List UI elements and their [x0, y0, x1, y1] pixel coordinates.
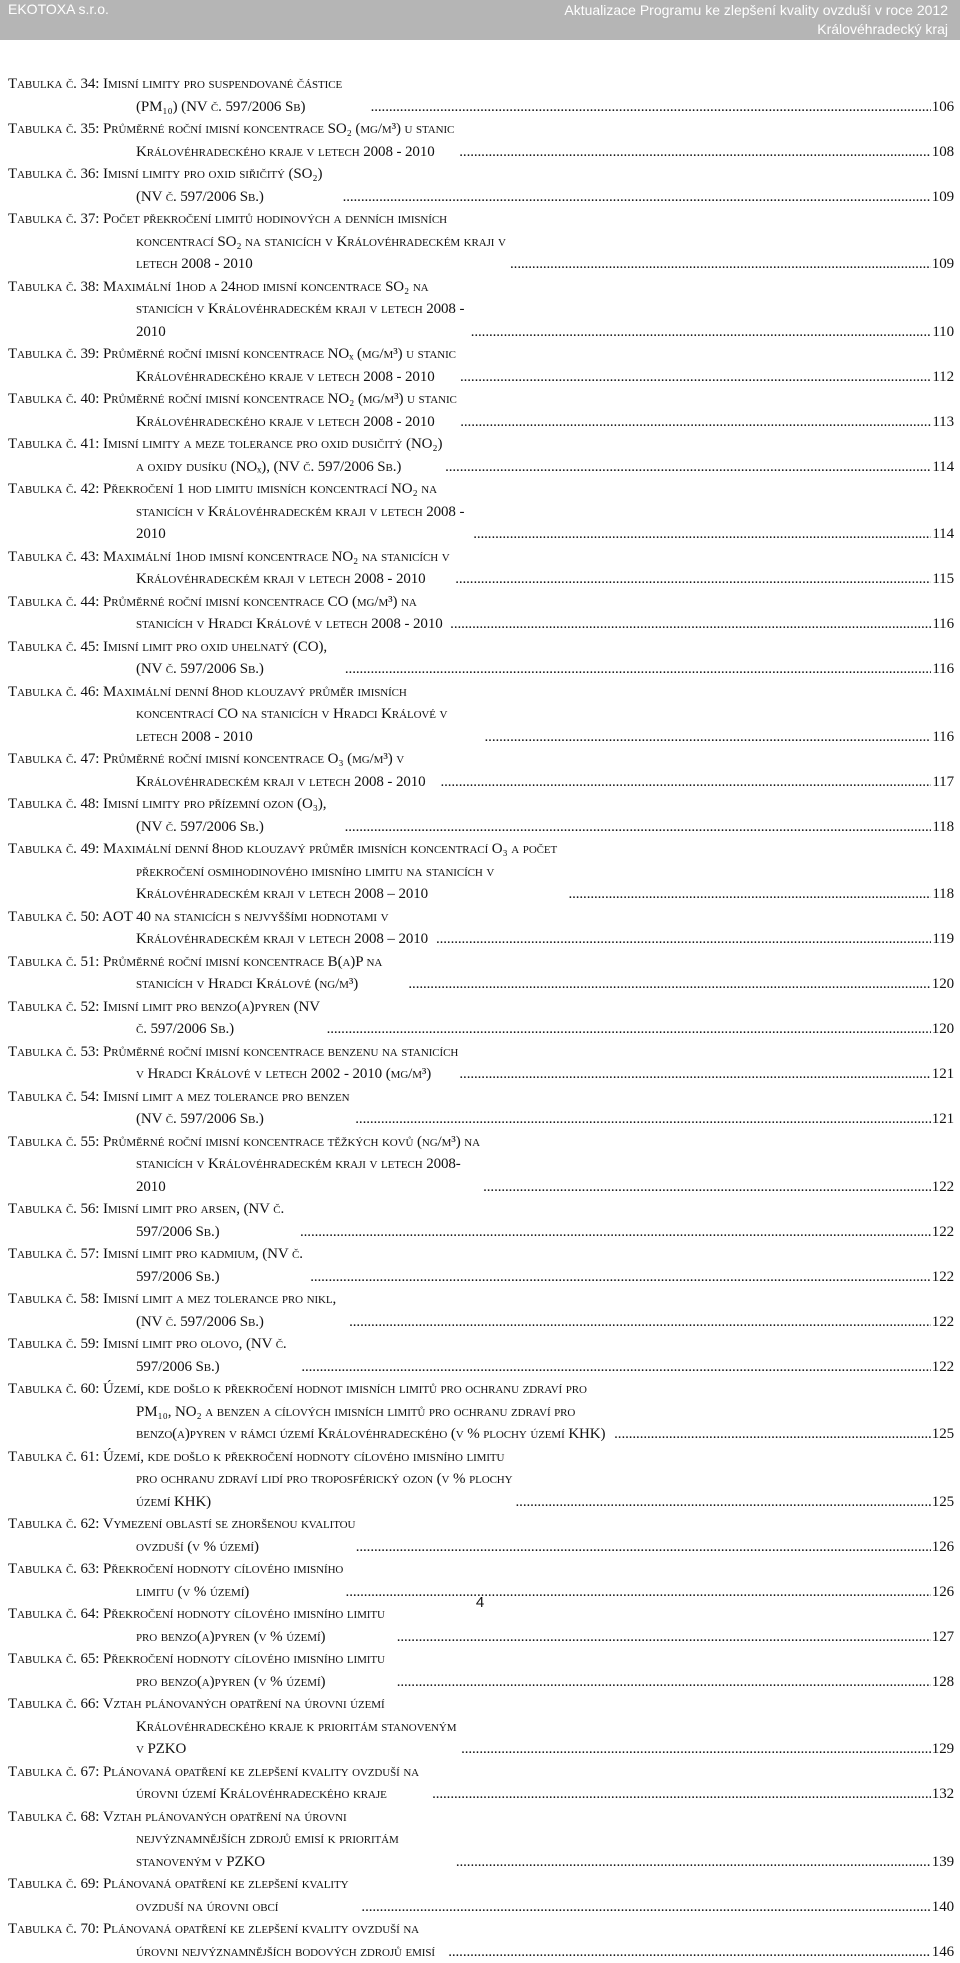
toc-entry-title: Tabulka č. 38: Maximální 1hod a 24hod imisní koncentrace SO₂ na stanicích v Královéhradeckém kraji v letech 2008 - 2010 — [8, 276, 471, 344]
toc-entry[interactable] — [8, 433, 954, 478]
toc-leader-dots — [436, 928, 931, 951]
toc-entry-title: Tabulka č. 58: Imisní limit a mez tolerance pro nikl, (NV č. 597/2006 Sb.) — [8, 1288, 349, 1333]
toc-entry-page: 146 — [931, 1941, 954, 1963]
toc-leader-dots — [450, 613, 931, 636]
toc-leader-dots — [485, 726, 932, 749]
toc-entry-title: Tabulka č. 46: Maximální denní 8hod klouzavý průměr imisních koncentrací CO na stanicích v Hradci Králové v letech 2008 - 2010 — [8, 681, 485, 749]
toc-entry-title: Tabulka č. 51: Průměrné roční imisní koncentrace B(a)P na stanicích v Hradci Králové (ng/m³) — [8, 951, 408, 996]
toc-entry-title: Tabulka č. 57: Imisní limit pro kadmium, (NV č. 597/2006 Sb.) — [8, 1243, 310, 1288]
toc-entry-page: 125 — [931, 1423, 954, 1446]
toc-entry-page: 116 — [931, 613, 954, 636]
toc-entry-page: 120 — [931, 973, 954, 996]
toc-entry-page: 109 — [931, 253, 954, 276]
toc-leader-dots — [456, 1851, 931, 1874]
toc-entry-title: Tabulka č. 63: Překročení hodnoty cílového imisního limitu (v % území) — [8, 1558, 346, 1603]
toc-entry[interactable] — [8, 546, 954, 591]
toc-entry-page: 121 — [931, 1063, 954, 1086]
toc-leader-dots — [345, 658, 931, 681]
toc-entry-page: 122 — [931, 1266, 954, 1289]
toc-entry[interactable] — [8, 276, 954, 344]
toc-entry-title: Tabulka č. 60: Území, kde došlo k překročení hodnot imisních limitů pro ochranu zdraví pro PM₁₀, NO₂ a benzen a cílových imisních limitů pro ochranu zdraví pro benzo(a)pyren v rámci území Královéhradeckého (v % plochy území KHK) — [8, 1378, 614, 1446]
toc-entry-title: Tabulka č. 59: Imisní limit pro olovo, (NV č. 597/2006 Sb.) — [8, 1333, 301, 1378]
toc-entry-page: 126 — [931, 1536, 954, 1559]
company-name: EKOTOXA s.r.o. — [8, 1, 109, 17]
toc-entry-page: 129 — [931, 1738, 954, 1761]
document-title — [564, 1, 948, 39]
toc-entry-title: Tabulka č. 69: Plánovaná opatření ke zlepšení kvality ovzduší na úrovni obcí — [8, 1873, 361, 1918]
toc-leader-dots — [516, 1491, 931, 1514]
toc-entry[interactable] — [8, 118, 954, 163]
toc-entry-title: Tabulka č. 41: Imisní limity a meze tolerance pro oxid dusičitý (NO₂) a oxidy dusíku (NOₓ), (NV č. 597/2006 Sb.) — [8, 433, 445, 478]
toc-entry[interactable] — [8, 1086, 954, 1131]
toc-entry-title: Tabulka č. 45: Imisní limit pro oxid uhelnatý (CO), (NV č. 597/2006 Sb.) — [8, 636, 345, 681]
toc-entry[interactable] — [8, 906, 954, 951]
toc-leader-dots — [327, 1018, 931, 1041]
toc-entry-page: 120 — [931, 1018, 954, 1041]
toc-leader-dots — [459, 1063, 930, 1086]
toc-leader-dots — [445, 456, 931, 479]
toc-entry-page: 112 — [931, 366, 954, 389]
toc-entry-title: Tabulka č. 40: Průměrné roční imisní koncentrace NO₂ (µg/m³) u stanic Královéhradeckého kraje v letech 2008 - 2010 — [8, 388, 460, 433]
toc-entry-page: 140 — [931, 1896, 954, 1919]
toc-entry-title: Tabulka č. 56: Imisní limit pro arsen, (NV č. 597/2006 Sb.) — [8, 1198, 300, 1243]
toc-entry[interactable] — [8, 1378, 954, 1446]
toc-entry[interactable] — [8, 1918, 954, 1963]
toc-entry-title: Tabulka č. 50: AOT 40 na stanicích s nejvyššími hodnotami v Královéhradeckém kraji v letech 2008 – 2010 — [8, 906, 436, 951]
toc-leader-dots — [460, 411, 931, 434]
toc-entry-page: 122 — [931, 1221, 954, 1244]
toc-leader-dots — [371, 96, 931, 119]
toc-entry[interactable] — [8, 748, 954, 793]
toc-entry[interactable] — [8, 838, 954, 906]
toc-entry[interactable] — [8, 636, 954, 681]
toc-entry-title: Tabulka č. 35: Průměrné roční imisní koncentrace SO₂ (µg/m³) u stanic Královéhradeckého kraje v letech 2008 - 2010 — [8, 118, 459, 163]
toc-entry[interactable] — [8, 1041, 954, 1086]
toc-entry-page: 122 — [931, 1356, 954, 1379]
toc-leader-dots — [301, 1356, 930, 1379]
toc-entry-page: 117 — [931, 771, 954, 794]
toc-entry-page: 114 — [931, 456, 954, 479]
toc-leader-dots — [343, 186, 931, 209]
toc-entry-title: Tabulka č. 48: Imisní limity pro přízemní ozon (O₃), (NV č. 597/2006 Sb.) — [8, 793, 345, 838]
toc-entry-title: Tabulka č. 55: Průměrné roční imisní koncentrace těžkých kovů (ng/m³) na stanicích v Královéhradeckém kraji v letech 2008-2010 — [8, 1131, 483, 1199]
page-number: 4 — [0, 1594, 960, 1611]
toc-leader-dots — [356, 1536, 931, 1559]
toc-entry[interactable] — [8, 1761, 954, 1806]
toc-leader-dots — [568, 883, 931, 906]
toc-entry-page: 122 — [931, 1311, 954, 1334]
toc-leader-dots — [310, 1266, 931, 1289]
toc-entry-title: Tabulka č. 68: Vztah plánovaných opatření na úrovni nejvýznamnějších zdrojů emisí k prioritám stanoveným v PZKO — [8, 1806, 456, 1874]
toc-leader-dots — [355, 1108, 931, 1131]
toc-leader-dots — [361, 1896, 930, 1919]
toc-entry[interactable] — [8, 208, 954, 276]
toc-entry-page: 121 — [931, 1108, 954, 1131]
page-header — [0, 0, 960, 40]
toc-leader-dots — [461, 1738, 931, 1761]
toc-entry-page: 110 — [931, 321, 954, 344]
toc-entry[interactable] — [8, 343, 954, 388]
toc-entry-title: Tabulka č. 34: Imisní limity pro suspendované částice (PM₁₀) (NV č. 597/2006 Sb) — [8, 73, 371, 118]
toc-leader-dots — [460, 366, 931, 389]
toc-entry-title: Tabulka č. 54: Imisní limit a mez tolerance pro benzen (NV č. 597/2006 Sb.) — [8, 1086, 355, 1131]
toc-entry[interactable] — [8, 1513, 954, 1558]
toc-entry[interactable] — [8, 1806, 954, 1874]
toc-entry-title: Tabulka č. 44: Průměrné roční imisní koncentrace CO (µg/m³) na stanicích v Hradci Králové v letech 2008 - 2010 — [8, 591, 450, 636]
toc-entry-title: Tabulka č. 61: Území, kde došlo k překročení hodnoty cílového imisního limitu pro ochranu zdraví lidí pro troposférický ozon (v % plochy území KHK) — [8, 1446, 516, 1514]
toc-leader-dots — [345, 816, 932, 839]
toc-entry[interactable] — [8, 591, 954, 636]
toc-entry-title: Tabulka č. 49: Maximální denní 8hod klouzavý průměr imisních koncentrací O₃ a počet překročení osmihodinového imisního limitu na stanicích v Královéhradeckém kraji v letech 2008 – 2010 — [8, 838, 568, 906]
toc-leader-dots — [349, 1311, 931, 1334]
toc-leader-dots — [397, 1671, 931, 1694]
toc-entry[interactable] — [8, 73, 954, 118]
toc-entry[interactable] — [8, 1873, 954, 1918]
toc-entry-title: Tabulka č. 66: Vztah plánovaných opatření na úrovni území Královéhradeckého kraje k prioritám stanoveným v PZKO — [8, 1693, 461, 1761]
toc-entry[interactable] — [8, 681, 954, 749]
toc-entry[interactable] — [8, 1648, 954, 1693]
toc-entry-page: 108 — [931, 141, 954, 164]
toc-entry-page: 119 — [931, 928, 954, 951]
toc-entry-title: Tabulka č. 70: Plánovaná opatření ke zlepšení kvality ovzduší na úrovni nejvýznamnějších bodových zdrojů emisí — [8, 1918, 448, 1963]
toc-entry-title: Tabulka č. 62: Vymezení oblastí se zhoršenou kvalitou ovzduší (v % území) — [8, 1513, 356, 1558]
toc-entry[interactable] — [8, 996, 954, 1041]
toc-leader-dots — [448, 1941, 931, 1963]
toc-leader-dots — [397, 1626, 931, 1649]
toc-entry[interactable] — [8, 1243, 954, 1288]
toc-entry[interactable] — [8, 1288, 954, 1333]
document-title-line2: Královéhradecký kraj — [564, 20, 948, 39]
toc-entry-title: Tabulka č. 36: Imisní limity pro oxid siřičitý (SO₂) (NV č. 597/2006 Sb.) — [8, 163, 343, 208]
toc-leader-dots — [614, 1423, 931, 1446]
toc-entry[interactable] — [8, 951, 954, 996]
toc-entry-page: 113 — [931, 411, 954, 434]
toc-leader-dots — [432, 1783, 931, 1806]
toc-entry-page: 115 — [931, 568, 954, 591]
toc-entry-page: 116 — [931, 726, 954, 749]
toc-entry-title: Tabulka č. 47: Průměrné roční imisní koncentrace O₃ (µg/m³) v Královéhradeckém kraji v letech 2008 - 2010 — [8, 748, 440, 793]
toc-entry-page: 125 — [931, 1491, 954, 1514]
toc-leader-dots — [483, 1176, 931, 1199]
toc-entry[interactable] — [8, 1333, 954, 1378]
toc-entry-page: 114 — [931, 523, 954, 546]
toc-entry-title: Tabulka č. 52: Imisní limit pro benzo(a)pyren (NV č. 597/2006 Sb.) — [8, 996, 327, 1041]
toc-entry[interactable] — [8, 1131, 954, 1199]
toc-leader-dots — [459, 141, 931, 164]
toc-entry-title: Tabulka č. 37: Počet překročení limitů hodinových a denních imisních koncentrací SO₂ na stanicích v Královéhradeckém kraji v letech 2008 - 2010 — [8, 208, 510, 276]
table-list — [8, 73, 954, 1963]
toc-entry[interactable] — [8, 1693, 954, 1761]
toc-entry-title: Tabulka č. 39: Průměrné roční imisní koncentrace NOₓ (µg/m³) u stanic Královéhradeckého kraje v letech 2008 - 2010 — [8, 343, 460, 388]
toc-entry-page: 126 — [931, 1581, 954, 1604]
toc-entry[interactable] — [8, 163, 954, 208]
toc-entry-page: 132 — [931, 1783, 954, 1806]
toc-entry-page: 127 — [931, 1626, 954, 1649]
toc-leader-dots — [455, 568, 931, 591]
toc-entry[interactable] — [8, 1446, 954, 1514]
toc-leader-dots — [408, 973, 930, 996]
toc-leader-dots — [440, 771, 931, 794]
toc-entry-page: 122 — [931, 1176, 954, 1199]
toc-entry-page: 106 — [931, 96, 954, 119]
toc-entry-page: 118 — [931, 816, 954, 839]
toc-leader-dots — [473, 523, 931, 546]
toc-entry[interactable] — [8, 388, 954, 433]
toc-entry-title: Tabulka č. 42: Překročení 1 hod limitu imisních koncentrací NO₂ na stanicích v Královéhradeckém kraji v letech 2008 - 2010 — [8, 478, 473, 546]
toc-entry-page: 109 — [931, 186, 954, 209]
document-title-line1: Aktualizace Programu ke zlepšení kvality ovzduší v roce 2012 — [564, 1, 948, 20]
toc-entry-page: 128 — [931, 1671, 954, 1694]
toc-leader-dots — [300, 1221, 931, 1244]
toc-entry[interactable] — [8, 478, 954, 546]
toc-entry-page: 139 — [931, 1851, 954, 1874]
toc-entry-title: Tabulka č. 65: Překročení hodnoty cílového imisního limitu pro benzo(a)pyren (v % území) — [8, 1648, 397, 1693]
toc-entry-title: Tabulka č. 43: Maximální 1hod imisní koncentrace NO₂ na stanicích v Královéhradeckém kraji v letech 2008 - 2010 — [8, 546, 455, 591]
toc-entry-page: 116 — [931, 658, 954, 681]
toc-entry[interactable] — [8, 793, 954, 838]
toc-leader-dots — [510, 253, 931, 276]
toc-entry-page: 118 — [931, 883, 954, 906]
toc-leader-dots — [471, 321, 932, 344]
toc-entry[interactable] — [8, 1198, 954, 1243]
toc-entry-title: Tabulka č. 67: Plánovaná opatření ke zlepšení kvality ovzduší na úrovni území Královéhradeckého kraje — [8, 1761, 432, 1806]
toc-entry-title: Tabulka č. 53: Průměrné roční imisní koncentrace benzenu na stanicích v Hradci Králové v letech 2002 - 2010 (µg/m³) — [8, 1041, 459, 1086]
toc-entry-title: Tabulka č. 64: Překročení hodnoty cílového imisního limitu pro benzo(a)pyren (v % území) — [8, 1603, 397, 1648]
